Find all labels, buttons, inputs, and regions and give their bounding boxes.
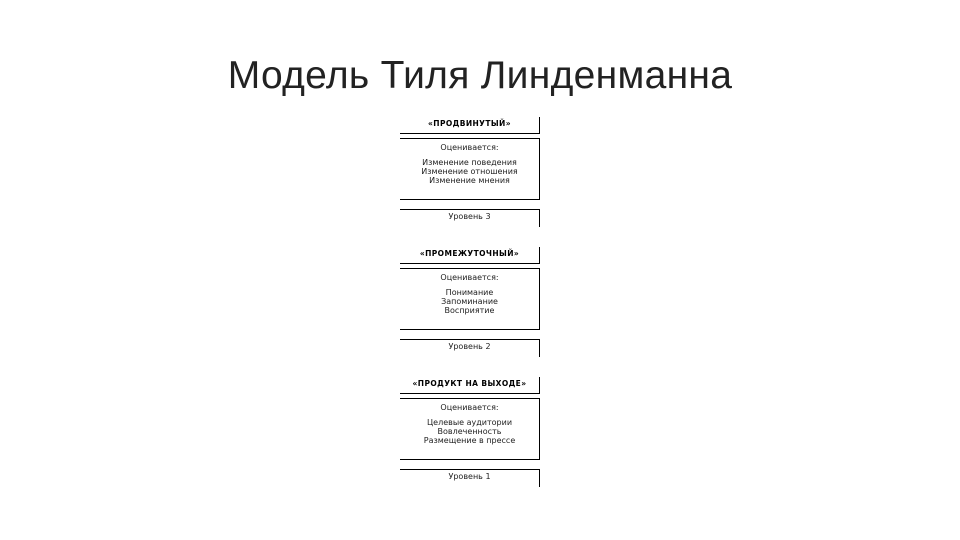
criteria-item: Вовлеченность — [437, 427, 502, 436]
evaluated-label: Оценивается: — [440, 403, 499, 412]
level-criteria-box — [400, 268, 540, 330]
level-name: «ПРОМЕЖУТОЧНЫЙ» — [400, 247, 540, 264]
criteria-list — [400, 288, 539, 315]
level-name: «ПРОДВИНУТЫЙ» — [400, 117, 540, 134]
evaluated-label: Оценивается: — [440, 143, 499, 152]
level-criteria-box — [400, 138, 540, 200]
slide-title: Модель Тиля Линденманна — [227, 54, 733, 97]
level-name: «ПРОДУКТ НА ВЫХОДЕ» — [400, 377, 540, 394]
criteria-list — [400, 158, 539, 185]
criteria-item: Восприятие — [444, 306, 495, 315]
criteria-item: Понимание — [445, 288, 494, 297]
evaluated-label: Оценивается: — [440, 273, 499, 282]
level-criteria-box — [400, 398, 540, 460]
criteria-item: Размещение в прессе — [423, 436, 516, 445]
criteria-item: Изменение поведения — [422, 158, 517, 167]
criteria-item: Запоминание — [441, 297, 498, 306]
lindenmann-model-diagram — [400, 117, 542, 487]
criteria-item: Целевые аудитории — [426, 418, 513, 427]
criteria-item: Изменение отношения — [421, 167, 518, 176]
level-number-label: Уровень 3 — [400, 209, 540, 227]
criteria-item: Изменение мнения — [429, 176, 510, 185]
level-number-label: Уровень 2 — [400, 339, 540, 357]
criteria-list — [400, 418, 539, 445]
level-number-label: Уровень 1 — [400, 469, 540, 487]
